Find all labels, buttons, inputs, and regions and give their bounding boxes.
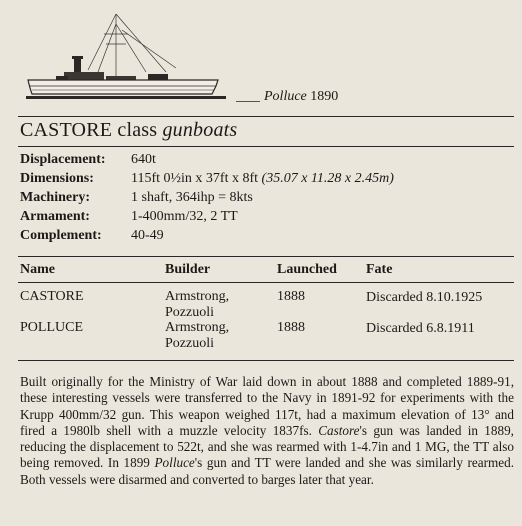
notes-text-1: Built originally for the Ministry of War laid down in about 1888 and completed 1889-91, these interesting vessels were transferred to the Navy in 1891-92 for experiments with the Krupp 400mm/32 gun. This weapon weighed 117t, had a maximum elevation of 13° and fired a 1980lb shell with a muzzle velocity 1837fs.: [20, 374, 514, 438]
notes-text-3: 's gun and TT were landed and she was similarly rearmed. Both vessels were disarmed and converted to barges later that year.: [20, 455, 515, 487]
row-polluce-builder-2: Pozzuoli: [165, 336, 214, 351]
row-castore-name: CASTORE: [20, 289, 84, 304]
spec-value: [131, 152, 156, 168]
row-castore-fate: Discarded 8.10.1925: [366, 290, 483, 305]
spec-label: Armament:: [20, 209, 90, 224]
col-header-builder: Builder: [165, 262, 211, 277]
title-bottom-rule: [18, 146, 514, 147]
spec-value-text: 115ft 0½in x 37ft x 8ft: [131, 171, 262, 186]
row-castore-builder-2: Pozzuoli: [165, 305, 214, 320]
spec-value: [131, 228, 164, 244]
spec-label: Machinery:: [20, 190, 90, 205]
spec-value-text: 640t: [131, 152, 156, 167]
spec-label: Displacement:: [20, 152, 106, 167]
class-name: CASTORE class: [20, 119, 158, 141]
caption-ship-name: Polluce: [264, 89, 307, 104]
vessel-type: gunboats: [162, 119, 238, 141]
spec-value-text: 1 shaft, 364ihp = 8kts: [131, 190, 253, 205]
col-header-name: Name: [20, 262, 55, 277]
spec-value: [131, 171, 394, 187]
illustration-caption: [264, 89, 338, 105]
notes-ship-polluce: Polluce: [154, 455, 195, 471]
row-polluce-fate: Discarded 6.8.1911: [366, 321, 475, 336]
notes-ship-castore: Castore: [318, 422, 360, 438]
notes-paragraph: [20, 374, 514, 488]
col-header-launched: Launched: [277, 262, 337, 277]
spec-value: [131, 209, 238, 225]
title-top-rule: [18, 116, 514, 117]
spec-value: [131, 190, 253, 206]
row-polluce-launched: 1888: [277, 320, 305, 335]
caption-dash: [236, 101, 260, 102]
row-polluce-builder-1: Armstrong,: [165, 320, 230, 335]
notes-text-2: 's gun was landed in 1889, reducing the displacement to 522t, and she was rearmed with 1-4.7in and 1 MG, the TT also being removed. In 1899: [20, 422, 514, 471]
gunboat-illustration: [26, 10, 226, 106]
table-header-rule: [18, 282, 514, 283]
section-title: [20, 119, 237, 142]
col-header-fate: Fate: [366, 262, 393, 277]
spec-label: Complement:: [20, 228, 102, 243]
row-castore-builder-1: Armstrong,: [165, 289, 230, 304]
spec-label: Dimensions:: [20, 171, 94, 186]
spec-value-text: 40-49: [131, 228, 164, 243]
table-bottom-rule: [18, 360, 514, 361]
row-polluce-name: POLLUCE: [20, 320, 83, 335]
caption-year: 1890: [310, 89, 339, 104]
row-castore-launched: 1888: [277, 289, 305, 304]
spec-metric: (35.07 x 11.28 x 2.45m): [261, 171, 394, 186]
spec-value-text: 1-400mm/32, 2 TT: [131, 209, 238, 224]
table-top-rule: [18, 256, 514, 257]
